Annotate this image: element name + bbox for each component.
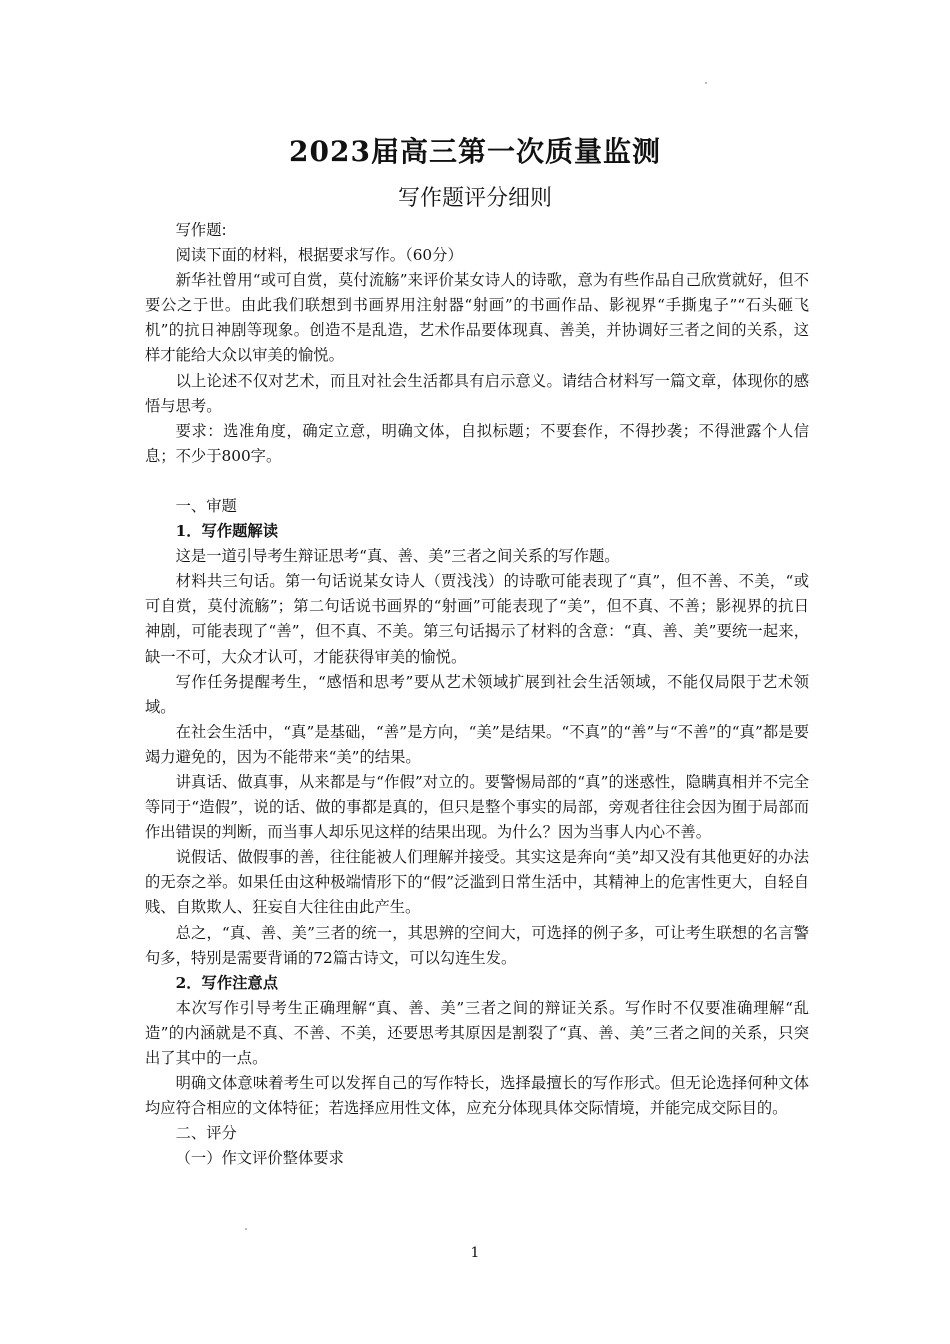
prompt-material-1: 新华社曾用“或可自赏，莫付流觞”来评价某女诗人的诗歌，意为有些作品自己欣赏就好，但不要公之于世。由此我们联想到书画界用注射器“射画”的书画作品、影视界“手撕鬼子”“石头砸飞机”的抗日神剧等现象。创造不是乱造，艺术作品要体现真、善美，并协调好三者之间的关系，这样才能给大众以审美的愉悦。 <box>145 271 809 365</box>
paragraph: 说假话、做假事的善，往往能被人们理解并接受。其实这是奔向“美”却又没有其他更好的办法的无奈之举。如果任由这种极端情形下的“假”泛滥到日常生活中，其精神上的危害性更大，自轻自贱、自欺欺人、狂妄自大往往由此产生。 <box>145 848 809 917</box>
paragraph: 在社会生活中，“真”是基础，“善”是方向，“美”是结果。“不真”的“善”与“不善”的“真”都是要竭力避免的，因为不能带来“美”的结果。 <box>145 722 809 766</box>
prompt-label: 写作题: <box>175 221 227 239</box>
paragraph: 总之，“真、善、美”三者的统一，其思辨的空间大，可选择的例子多，可让考生联想的名言警句多，特别是需要背诵的72篇古诗文，可以勾连生发。 <box>145 923 809 967</box>
paragraph: 明确文体意味着考生可以发挥自己的写作特长，选择最擅长的写作形式。但无论选择何种文体均应符合相应的文体特征；若选择应用性文体，应充分体现具体交际情境，并能完成交际目的。 <box>145 1074 809 1118</box>
document-body <box>145 218 809 1171</box>
prompt-material-2: 以上论述不仅对艺术，而且对社会生活都具有启示意义。请结合材料写一篇文章，体现你的感悟与思考。 <box>145 371 809 415</box>
section-one-sub1-heading: 1．写作题解读 <box>175 522 279 541</box>
paragraph: 材料共三句话。第一句话说某女诗人（贾浅浅）的诗歌可能表现了“真”，但不善、不美，“或可自赏，莫付流觞”；第二句话说书画界的“射画”可能表现了“美”，但不真、不善；影视界的抗日神剧，可能表现了“善”，但不真、不美。第三句话揭示了材料的含意：“真、善、美”要统一起来，缺一不可，大众才认可，才能获得审美的愉悦。 <box>145 572 809 666</box>
page-subtitle: 写作题评分细则 <box>397 186 552 211</box>
page-number: 1 <box>470 1245 480 1261</box>
page-title: 2023届高三第一次质量监测 <box>289 135 661 168</box>
scan-mark <box>705 82 707 84</box>
paragraph: 写作任务提醒考生，“感悟和思考”要从艺术领域扩展到社会生活领域，不能仅局限于艺术领域。 <box>145 672 809 716</box>
paragraph: 本次写作引导考生正确理解“真、善、美”三者之间的辩证关系。写作时不仅要准确理解“乱造”的内涵就是不真、不善、不美，还要思考其原因是割裂了“真、善、美”三者之间的关系，只突出了其中的一点。 <box>145 998 809 1067</box>
scan-mark <box>245 1228 247 1230</box>
section-one-sub2-heading: 2．写作注意点 <box>175 973 279 992</box>
section-two-heading: 二、评分 <box>175 1124 237 1143</box>
section-two-sub1-heading: （一）作文评价整体要求 <box>175 1149 344 1168</box>
prompt-instruction: 阅读下面的材料，根据要求写作。（60分） <box>175 246 463 265</box>
section-one-heading: 一、审题 <box>175 496 237 515</box>
prompt-requirements: 要求：选准角度，确定立意，明确文体，自拟标题；不要套作，不得抄袭；不得泄露个人信息；不少于800字。 <box>145 421 809 465</box>
paragraph: 讲真话、做真事，从来都是与“作假”对立的。要警惕局部的“真”的迷惑性，隐瞒真相并不完全等同于“造假”，说的话、做的事都是真的，但只是整个事实的局部，旁观者往往会因为囿于局部而作出错误的判断，而当事人却乐见这样的结果出现。为什么？因为当事人内心不善。 <box>145 772 809 842</box>
paragraph: 这是一道引导考生辩证思考“真、善、美”三者之间关系的写作题。 <box>175 547 620 566</box>
